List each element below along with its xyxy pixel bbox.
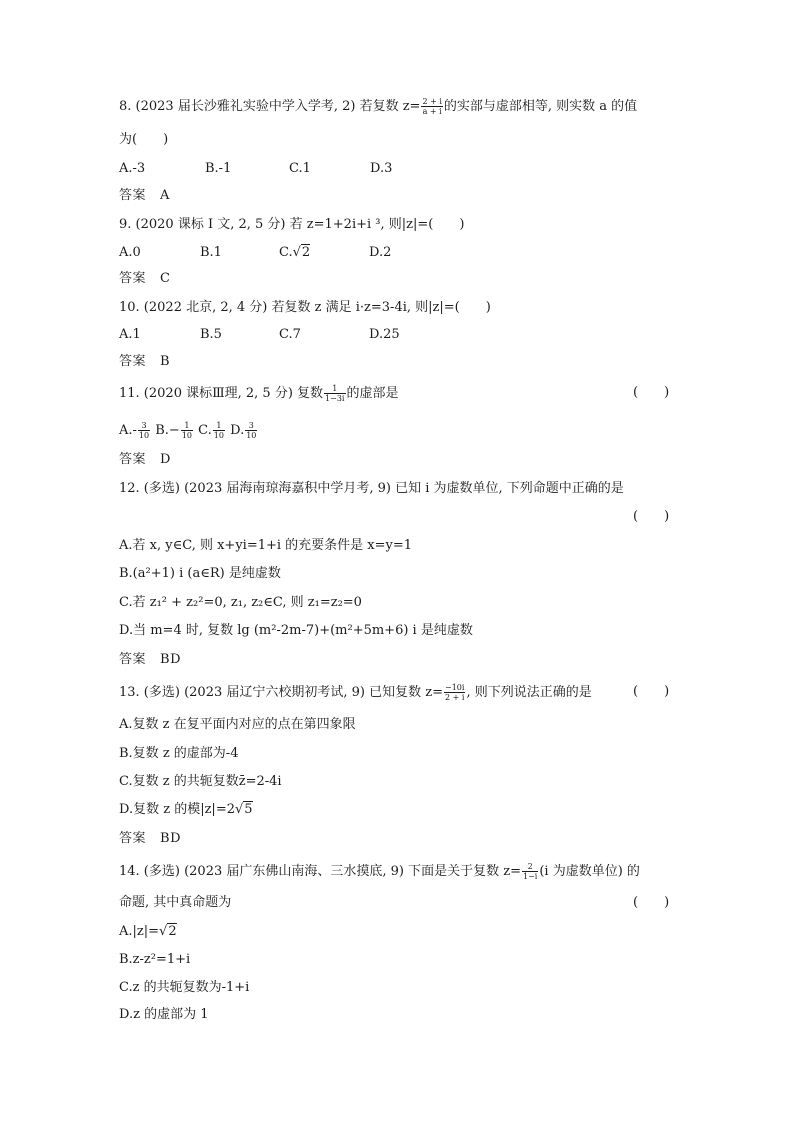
q14-option-a: A.|z|=√2 bbox=[119, 924, 177, 939]
q14-option-d: D.z 的虚部为 1 bbox=[119, 1007, 209, 1022]
q9-option-c: C.√2 bbox=[279, 245, 311, 260]
q13-option-c: C.复数 z 的共轭复数z̄=2-4i bbox=[119, 774, 282, 789]
q14-option-c: C.z 的共轭复数为-1+i bbox=[119, 980, 250, 995]
q11-options bbox=[119, 421, 258, 439]
q14-answer-bracket: ( ) bbox=[633, 895, 670, 910]
q13-answer-bracket: ( ) bbox=[633, 684, 670, 699]
q14-stem-line2: 命题, 其中真命题为 bbox=[119, 895, 232, 910]
q8-option-a: A.-3 bbox=[119, 161, 146, 176]
q8-stem-line1: 8. (2023 届长沙雅礼实验中学入学考, 2) 若复数 z= $\frac{2 + i}{a + i}$ 的实部与虚部相等, 则实数 a 的值 bbox=[119, 97, 638, 116]
q13-option-a: A.复数 z 在复平面内对应的点在第四象限 bbox=[119, 717, 356, 732]
q11-fraction: $\frac{1}{1-3i}$ bbox=[325, 384, 345, 403]
q8-answer: 答案 A bbox=[119, 188, 170, 203]
q8-option-d: D.3 bbox=[370, 161, 393, 176]
q14-stem-line1: 14. (多选) (2023 届广东佛山南海、三水摸底, 9) 下面是关于复数 z= $\frac{2}{1-i}$ (i 为虚数单位) 的 bbox=[119, 862, 640, 881]
q12-option-a: A.若 x, y∈C, 则 x+yi=1+i 的充要条件是 x=y=1 bbox=[119, 538, 413, 553]
q10-option-b: B.5 bbox=[200, 327, 222, 342]
q8-fraction: $\frac{2 + i}{a + i}$ bbox=[422, 97, 442, 116]
q11-option-d: D. $\frac{3}{10}$ bbox=[230, 421, 257, 440]
q11-answer: 答案 D bbox=[119, 452, 171, 467]
q13-option-d: D.复数 z 的模|z|=2√5 bbox=[119, 802, 253, 817]
q10-option-c: C.7 bbox=[279, 327, 301, 342]
q9-answer: 答案 C bbox=[119, 271, 171, 286]
q13-option-b: B.复数 z 的虚部为-4 bbox=[119, 746, 239, 761]
q8-stem-line2: 为( ) bbox=[119, 132, 169, 147]
q11-option-c: C. $\frac{1}{10}$ bbox=[198, 421, 224, 440]
q8-option-b: B.-1 bbox=[205, 161, 232, 176]
q9-stem: 9. (2020 课标 Ⅰ 文, 2, 5 分) 若 z=1+2i+i ³, 则|z|=( ) bbox=[119, 217, 465, 232]
q13-fraction: $\frac{-10i}{2 + i}$ bbox=[445, 683, 465, 702]
q12-answer-bracket: ( ) bbox=[633, 509, 670, 524]
q9-option-a: A.0 bbox=[119, 245, 141, 260]
q11-answer-bracket: ( ) bbox=[633, 385, 670, 400]
q12-answer: 答案 BD bbox=[119, 652, 181, 667]
q9-option-b: B.1 bbox=[200, 245, 222, 260]
q11-option-b: B.− $\frac{1}{10}$ bbox=[155, 421, 193, 440]
q13-stem: 13. (多选) (2023 届辽宁六校期初考试, 9) 已知复数 z= $\frac{-10i}{2 + i}$ , 则下列说法正确的是 bbox=[119, 683, 592, 702]
q13-answer: 答案 BD bbox=[119, 831, 181, 846]
q10-stem: 10. (2022 北京, 2, 4 分) 若复数 z 满足 i·z=3-4i, 则|z|=( ) bbox=[119, 300, 491, 315]
q10-option-a: A.1 bbox=[119, 327, 141, 342]
q11-stem: 11. (2020 课标Ⅲ理, 2, 5 分) 复数 $\frac{1}{1-3i}$ 的虚部是 bbox=[119, 384, 399, 403]
q14-option-b: B.z-z²=1+i bbox=[119, 952, 191, 967]
q12-option-b: B.(a²+1) i (a∈R) 是纯虚数 bbox=[119, 566, 281, 581]
q12-option-c: C.若 z₁² + z₂²=0, z₁, z₂∈C, 则 z₁=z₂=0 bbox=[119, 595, 362, 610]
q12-stem: 12. (多选) (2023 届海南琼海嘉积中学月考, 9) 已知 i 为虚数单位, 下列命题中正确的是 bbox=[119, 481, 624, 496]
q10-answer: 答案 B bbox=[119, 354, 171, 369]
q9-option-d: D.2 bbox=[369, 245, 392, 260]
q10-option-d: D.25 bbox=[369, 327, 400, 342]
q12-option-d: D.当 m=4 时, 复数 lg (m²-2m-7)+(m²+5m+6) i 是纯虚数 bbox=[119, 623, 473, 638]
q14-fraction: $\frac{2}{1-i}$ bbox=[523, 862, 538, 881]
q11-option-a: A.- $\frac{3}{10}$ bbox=[119, 421, 150, 440]
q8-option-c: C.1 bbox=[289, 161, 311, 176]
